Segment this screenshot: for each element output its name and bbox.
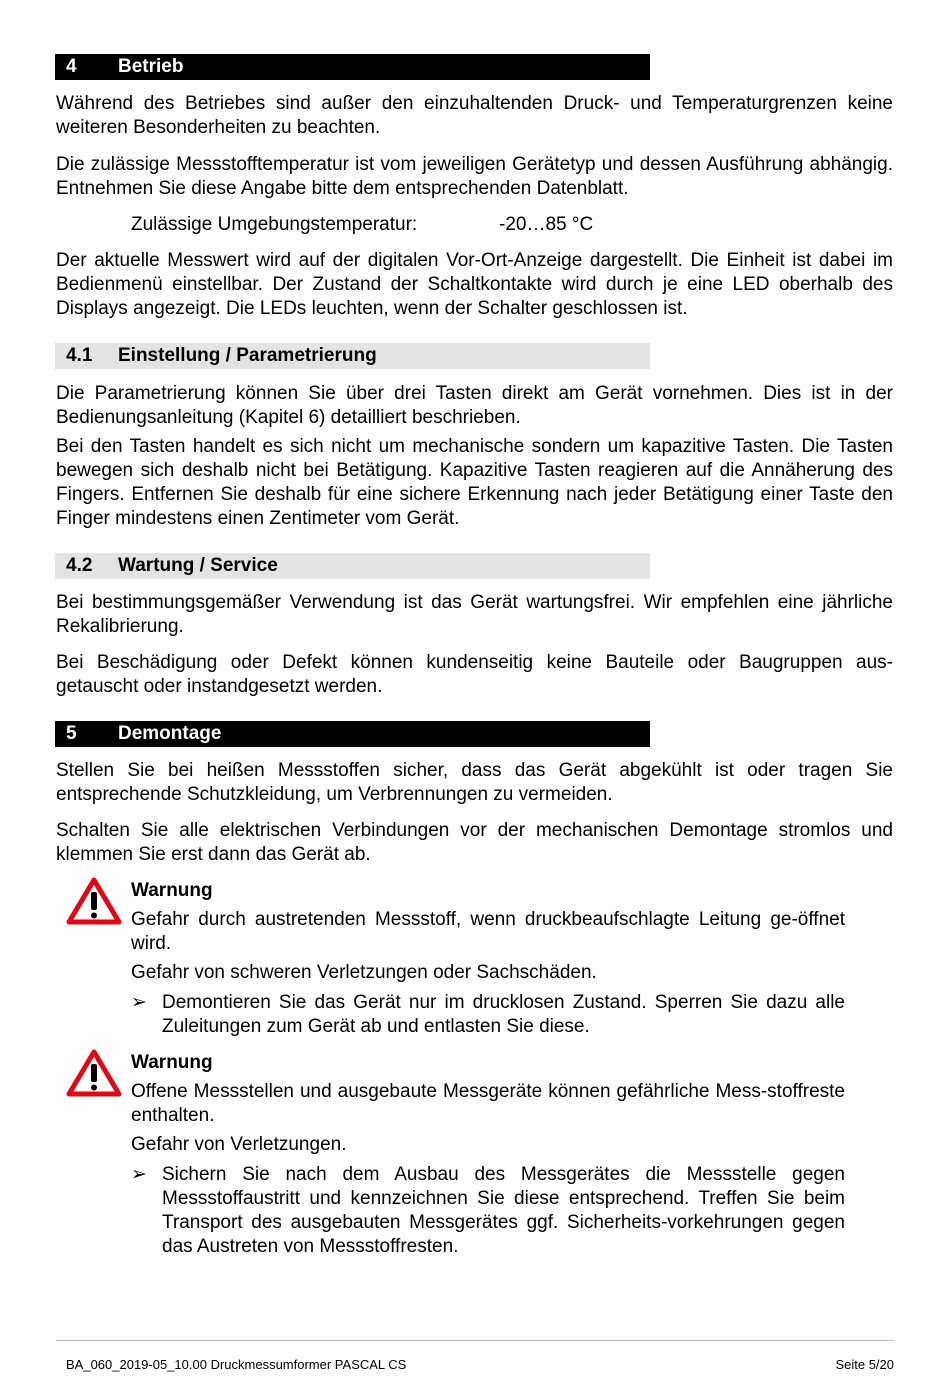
bullet-arrow-icon: ➢ xyxy=(131,1164,147,1185)
section-heading-4-1 xyxy=(55,343,650,369)
section-heading-4-2 xyxy=(55,553,650,579)
paragraph-damage: Bei Beschädigung oder Defekt können kundenseitig keine Bauteile oder Baugruppen aus-getauscht oder instandgesetzt werden. xyxy=(56,652,893,697)
warning-consequence: Gefahr von schweren Verletzungen oder Sachschäden. xyxy=(131,962,597,983)
section-title: Betrieb xyxy=(118,56,184,77)
warning-triangle-icon xyxy=(66,1049,122,1097)
warning-triangle-icon xyxy=(66,877,122,925)
section-title: Wartung / Service xyxy=(118,555,278,576)
paragraph-capacitive-keys: Bei den Tasten handelt es sich nicht um mechanische sondern um kapazitive Tasten. Die Tasten bewegen sich deshalb nicht bei Betätigung. Kapazitive Tasten reagieren auf die Annäherung des Fingers. Entfernen Sie deshalb für eine sichere Erkennung nach jeder Betätigung einer Taste den Finger mindestens einen Zentimeter vom Gerät. xyxy=(56,436,893,529)
warning-title: Warnung xyxy=(131,1052,213,1073)
paragraph-maintenance: Bei bestimmungsgemäßer Verwendung ist das Gerät wartungsfrei. Wir empfehlen eine jährliche Rekalibrierung. xyxy=(56,592,893,637)
section-number: 5 xyxy=(66,723,77,744)
section-number: 4.1 xyxy=(66,345,93,366)
section-title: Demontage xyxy=(118,723,222,744)
ambient-temperature-label: Zulässige Umgebungstemperatur: xyxy=(131,214,418,235)
ambient-temperature-value: -20…85 °C xyxy=(499,214,594,235)
paragraph-parametrization: Die Parametrierung können Sie über drei Tasten direkt am Gerät vornehmen. Dies ist in der Bedienungsanleitung (Kapitel 6) detailliert beschrieben. xyxy=(56,383,893,428)
paragraph-disconnect: Schalten Sie alle elektrischen Verbindungen vor der mechanischen Demontage stromlos und klemmen Sie erst dann das Gerät ab. xyxy=(56,820,893,865)
warning-consequence: Gefahr von Verletzungen. xyxy=(131,1134,347,1155)
paragraph-hot-media: Stellen Sie bei heißen Messstoffen sicher, dass das Gerät abgekühlt ist oder tragen Sie entsprechende Schutzkleidung, um Verbrennungen zu vermeiden. xyxy=(56,760,893,805)
section-number: 4 xyxy=(66,56,77,77)
warning-instruction: Demontieren Sie das Gerät nur im drucklosen Zustand. Sperren Sie dazu alle Zuleitungen zum Gerät ab und entlasten Sie diese. xyxy=(162,992,845,1037)
warning-instruction: Sichern Sie nach dem Ausbau des Messgerätes die Messstelle gegen Messstoffaustritt und kennzeichnen Sie diese entsprechend. Treffen Sie beim Transport des ausgebauten Messgerätes ggf. Sicherheits-vorkehrungen gegen das Austreten von Messstoffresten. xyxy=(162,1164,845,1257)
warning-text: Offene Messstellen und ausgebaute Messgeräte können gefährliche Mess-stoffreste enthalten. xyxy=(131,1081,845,1126)
section-heading-4 xyxy=(55,54,650,80)
section-heading-5 xyxy=(55,721,650,747)
footer-document-id: BA_060_2019-05_10.00 Druckmessumformer PASCAL CS xyxy=(66,1357,407,1372)
paragraph-operation-limits: Während des Betriebes sind außer den einzuhaltenden Druck- und Temperaturgrenzen keine weiteren Besonderheiten zu beachten. xyxy=(56,93,893,138)
bullet-arrow-icon: ➢ xyxy=(131,992,147,1013)
warning-title: Warnung xyxy=(131,880,213,901)
section-number: 4.2 xyxy=(66,555,93,576)
warning-text: Gefahr durch austretenden Messstoff, wenn druckbeaufschlagte Leitung ge-öffnet wird. xyxy=(131,909,845,954)
paragraph-display: Der aktuelle Messwert wird auf der digitalen Vor-Ort-Anzeige dargestellt. Die Einheit ist dabei im Bedienmenü einstellbar. Der Zustand der Schaltkontakte wird durch je eine LED oberhalb des Displays angezeigt. Die LEDs leuchten, wenn der Schalter geschlossen ist. xyxy=(56,250,893,319)
section-title: Einstellung / Parametrierung xyxy=(118,345,377,366)
paragraph-medium-temperature: Die zulässige Messstofftemperatur ist vom jeweiligen Gerätetyp und dessen Ausführung abhängig. Entnehmen Sie diese Angabe bitte dem entsprechenden Datenblatt. xyxy=(56,154,893,199)
footer-page-number: Seite 5/20 xyxy=(835,1357,894,1372)
footer-divider xyxy=(56,1340,894,1341)
